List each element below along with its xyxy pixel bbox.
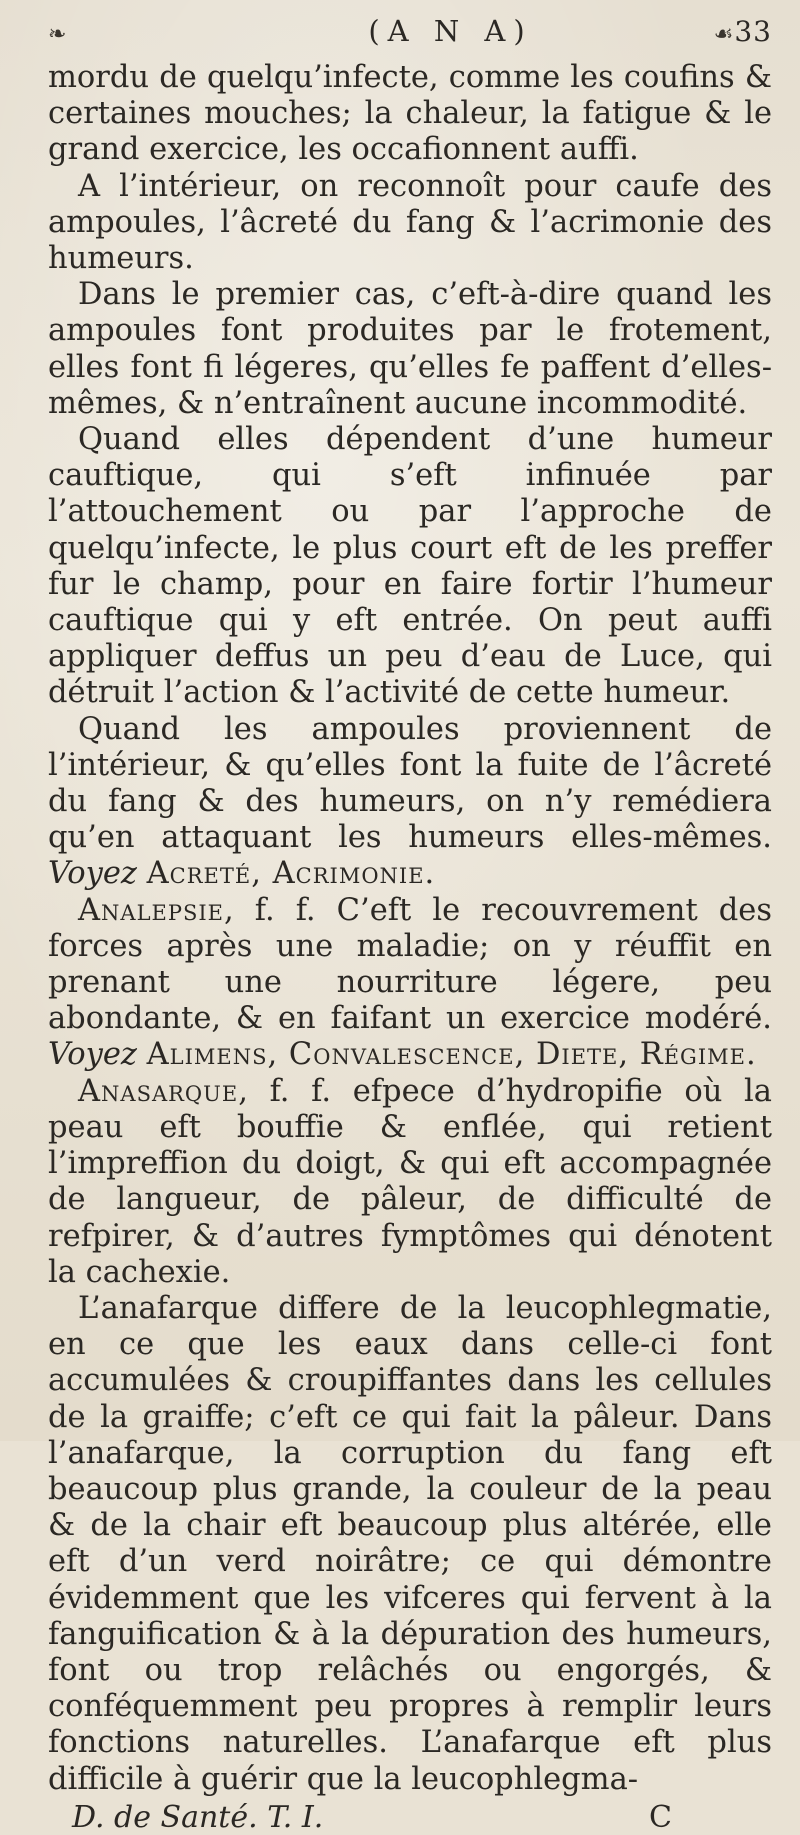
paragraph-text: Quand les ampoules proviennent de l’intérieur, & qu’elles font la fuite de l’âcreté du fang & des humeurs, on n’y remédiera qu’en attaquant les humeurs elles-mêmes. xyxy=(48,711,772,856)
entry-headword: Analepsie xyxy=(78,892,224,928)
fleuron-left-icon: ❧ xyxy=(48,22,68,47)
paragraph-friction-case: Dans le premier cas, c’eft-à-dire quand les ampoules font produites par le frotement, elles font fi légeres, qu’elles fe paffent d’elles-mêmes, & n’entraînent aucune incommodité. xyxy=(48,277,772,421)
page-number: 33 xyxy=(734,15,772,48)
signature-mark: C xyxy=(649,1799,672,1835)
entry-headword: Anasarque xyxy=(78,1073,239,1109)
paragraph-caustic-humour: Quand elles dépendent d’une humeur cauftique, qui s’eft infinuée par l’attouchement ou par l’approche de quelqu’infecte, le plus court eft de les preffer fur le champ, pour en faire fortir l’humeur cauftique qui y eft entrée. On peut auffi appliquer deffus un peu d’eau de Luce, qui détruit l’action & l’activité de cette humeur. xyxy=(48,422,772,711)
see-also-label: Voyez xyxy=(48,856,137,892)
running-head xyxy=(48,14,772,60)
entry-analepsie xyxy=(48,893,772,1074)
paragraph-continued: mordu de quelqu’infecte, comme les coufins & certaines mouches; la chaleur, la fatigue & le grand exercice, les occafionnent auffi. xyxy=(48,60,772,168)
entry-definition: , f. f. C’eft le recouvrement des forces après une maladie; on y réuffit en prenant une nourriture légere, peu abondante, & en faifant un exercice modéré. xyxy=(48,892,772,1037)
entry-definition: , f. f. efpece d’hydropifie où la peau eft bouffie & enflée, qui retient l’impreffion du doigt, & qui eft accompagnée de langueur, de pâleur, de difficulté de refpirer, & d’autres fymptômes qui dénotent la cachexie. xyxy=(48,1073,772,1290)
see-also-label: Voyez xyxy=(48,1037,137,1073)
signature-text: D. de Santé. T. I. xyxy=(72,1799,324,1835)
fleuron-right-icon: ☙ xyxy=(713,22,735,47)
paragraph-interior-remedy xyxy=(48,712,772,893)
running-title: (A N A) xyxy=(368,14,533,48)
paragraph-anasarque-differs: L’anafarque differe de la leucophlegmatie, en ce que les eaux dans celle-ci font accumulées & croupiffantes dans les cellules de la graiffe; c’eft ce qui fait la pâleur. Dans l’anafarque, la corruption du fang eft beaucoup plus grande, la couleur de la peau & de la chair eft beaucoup plus altérée, elle eft d’un verd noirâtre; ce qui démontre évidemment que les vifceres qui fervent à la fanguification & à la dépuration des humeurs, font ou trop relâchés ou engorgés, & conféquemment peu propres à remplir leurs fonctions naturelles. L’anafarque eft plus difficile à guérir que la leucophlegma- xyxy=(48,1290,772,1797)
signature-line xyxy=(48,1800,672,1835)
cross-references: Alimens, Convalescence, Diete, Régime. xyxy=(146,1037,757,1073)
main-text xyxy=(48,60,772,1798)
entry-anasarque xyxy=(48,1074,772,1291)
cross-references: Acreté, Acrimonie. xyxy=(146,856,436,892)
paragraph-interior-causes: A l’intérieur, on reconnoît pour caufe des ampoules, l’âcreté du fang & l’acrimonie des humeurs. xyxy=(48,168,772,277)
